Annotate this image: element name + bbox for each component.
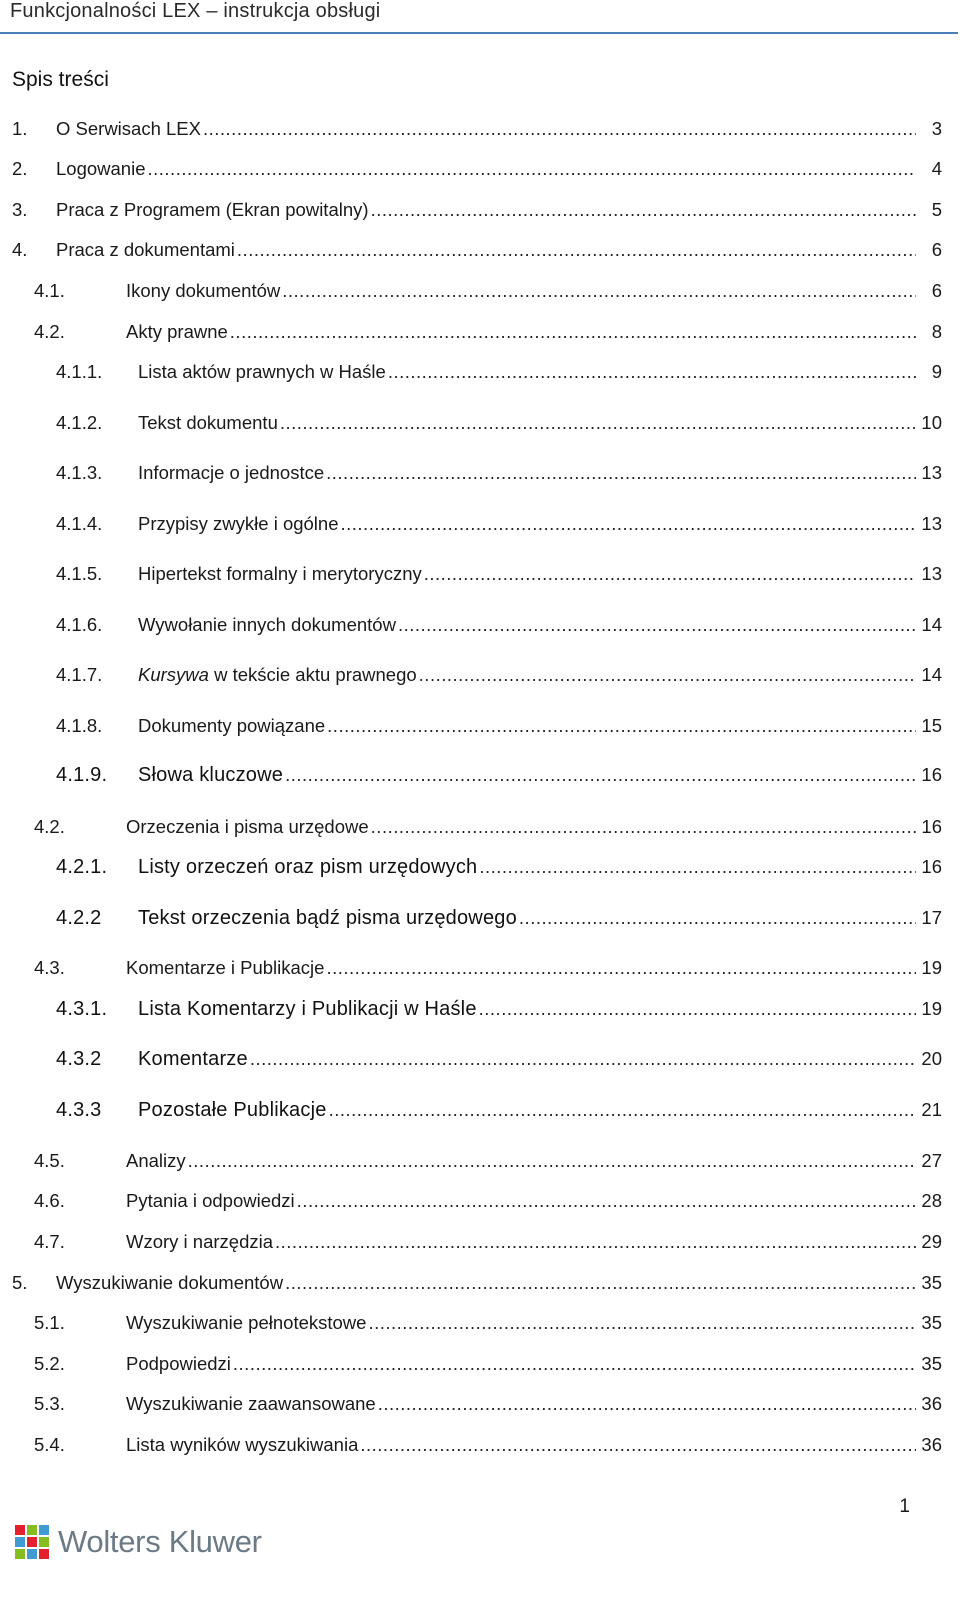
dot-leader	[327, 715, 916, 737]
toc-entry-page: 6	[931, 239, 942, 260]
toc-entry[interactable]	[12, 764, 942, 792]
toc-entry[interactable]	[12, 1099, 942, 1127]
toc-entry[interactable]	[12, 1353, 942, 1381]
toc-heading: Spis treści	[12, 68, 109, 91]
toc-entry-page: 29	[921, 1231, 942, 1252]
toc-entry-number: 5.1.	[34, 1312, 65, 1333]
toc-entry-title: Akty prawne	[126, 321, 228, 342]
toc-entry-number: 4.1.4.	[56, 513, 103, 534]
toc-entry-title: Lista aktów prawnych w Haśle	[138, 361, 386, 382]
toc-entry-number: 5.4.	[34, 1434, 65, 1455]
toc-entry-title: Wyszukiwanie zaawansowane	[126, 1393, 376, 1414]
toc-entry-number: 4.6.	[34, 1190, 65, 1211]
toc-entry-page: 19	[921, 998, 942, 1019]
toc-entry[interactable]	[12, 1434, 942, 1462]
page-number: 1	[899, 1496, 910, 1517]
dot-leader	[398, 614, 916, 636]
toc-entry[interactable]	[12, 118, 942, 146]
dot-leader	[282, 280, 916, 302]
toc-entry[interactable]	[12, 158, 942, 186]
toc-entry-title: Słowa kluczowe	[138, 764, 284, 786]
toc-entry[interactable]	[12, 1150, 942, 1178]
toc-entry-title: Podpowiedzi	[126, 1353, 231, 1374]
toc-entry[interactable]	[12, 1312, 942, 1340]
dot-leader	[329, 1099, 916, 1121]
toc-entry-number: 4.1.9.	[56, 764, 108, 786]
toc-entry-title: Tekst dokumentu	[138, 412, 278, 433]
toc-entry-number: 4.1.7.	[56, 664, 103, 685]
toc-entry-page: 35	[921, 1272, 942, 1293]
dot-leader	[280, 412, 916, 434]
toc-entry-page: 4	[931, 158, 942, 179]
toc-entry-page: 16	[921, 764, 942, 785]
toc-entry-page: 6	[931, 280, 942, 301]
toc-entry-page: 13	[921, 513, 942, 534]
dot-leader	[326, 462, 916, 484]
toc-entry-title: Ikony dokumentów	[126, 280, 281, 301]
toc-entry-title: Listy orzeczeń oraz pism urzędowych	[138, 856, 478, 878]
toc-entry[interactable]	[12, 1231, 942, 1259]
toc-entry-page: 27	[921, 1150, 942, 1171]
toc-entry-number: 4.7.	[34, 1231, 65, 1252]
toc-entry-number: 4.2.	[34, 321, 65, 342]
toc-entry-title: Pytania i odpowiedzi	[126, 1190, 295, 1211]
toc-entry-title: Wyszukiwanie pełnotekstowe	[126, 1312, 367, 1333]
dot-leader	[297, 1190, 916, 1212]
toc-entry-number: 4.2.2	[56, 907, 102, 929]
toc-entry-number: 4.3.	[34, 957, 65, 978]
toc-entry[interactable]	[12, 664, 942, 692]
toc-entry-page: 15	[921, 715, 942, 736]
dot-leader	[368, 1312, 916, 1334]
toc-entry[interactable]	[12, 1048, 942, 1076]
toc-entry[interactable]	[12, 513, 942, 541]
toc-entry-page: 10	[921, 412, 942, 433]
toc-entry-page: 13	[921, 563, 942, 584]
document-header-title: Funkcjonalności LEX – instrukcja obsługi	[10, 0, 381, 22]
toc-entry-title: Komentarze i Publikacje	[126, 957, 325, 978]
toc-entry-number: 1.	[12, 118, 28, 139]
toc-entry-number: 4.3.3	[56, 1099, 102, 1121]
toc-entry[interactable]	[12, 907, 942, 935]
toc-entry-title: Praca z Programem (Ekran powitalny)	[56, 199, 369, 220]
toc-entry-page: 36	[921, 1434, 942, 1455]
toc-entry-number: 4.1.3.	[56, 462, 103, 483]
toc-entry[interactable]	[12, 715, 942, 743]
toc-entry[interactable]	[12, 280, 942, 308]
toc-entry-number: 4.3.1.	[56, 998, 108, 1020]
dot-leader	[188, 1150, 916, 1172]
toc-entry-number: 4.1.1.	[56, 361, 103, 382]
toc-entry-page: 16	[921, 856, 942, 877]
dot-leader	[203, 118, 916, 140]
toc-entry[interactable]	[12, 998, 942, 1026]
logo-text: Wolters Kluwer	[58, 1524, 262, 1559]
toc-entry-title: Hipertekst formalny i merytoryczny	[138, 563, 422, 584]
toc-entry-number: 5.2.	[34, 1353, 65, 1374]
toc-entry-page: 19	[921, 957, 942, 978]
toc-entry-page: 28	[921, 1190, 942, 1211]
dot-leader	[479, 998, 916, 1020]
toc-entry-number: 4.5.	[34, 1150, 65, 1171]
toc-entry-page: 5	[931, 199, 942, 220]
toc-entry-title: Wywołanie innych dokumentów	[138, 614, 396, 635]
toc-entry-number: 3.	[12, 199, 28, 220]
dot-leader	[341, 513, 917, 535]
toc-entry-number: 4.2.1.	[56, 856, 108, 878]
toc-entry-title: Logowanie	[56, 158, 146, 179]
toc-entry[interactable]	[12, 412, 942, 440]
dot-leader	[233, 1353, 916, 1375]
toc-entry-title: Wyszukiwanie dokumentów	[56, 1272, 284, 1293]
dot-leader	[424, 563, 916, 585]
dot-leader	[237, 239, 916, 261]
toc-entry-number: 4.2.	[34, 816, 65, 837]
header-divider	[0, 32, 958, 34]
toc-entry-number: 2.	[12, 158, 28, 179]
toc-entry-number: 4.	[12, 239, 28, 260]
toc-entry-page: 20	[921, 1048, 942, 1069]
dot-leader	[419, 664, 916, 686]
toc-entry[interactable]	[12, 1190, 942, 1218]
toc-entry[interactable]	[12, 856, 942, 884]
dot-leader	[230, 321, 916, 343]
wolters-kluwer-logo	[12, 1520, 262, 1564]
toc-entry-number: 5.	[12, 1272, 28, 1293]
toc-entry-page: 14	[921, 614, 942, 635]
toc-entry[interactable]	[12, 321, 942, 349]
logo-mark-icon	[12, 1522, 52, 1562]
toc-entry-number: 4.1.5.	[56, 563, 103, 584]
toc-entry-page: 3	[931, 118, 942, 139]
toc-entry-title-rest: w tekście aktu prawnego	[208, 664, 417, 685]
toc-entry-page: 21	[921, 1099, 942, 1120]
toc-entry-title: Analizy	[126, 1150, 186, 1171]
toc-entry[interactable]	[12, 199, 942, 227]
dot-leader	[326, 957, 916, 979]
toc-entry-title-italic: Kursywa	[138, 664, 209, 685]
toc-entry-number: 5.3.	[34, 1393, 65, 1414]
toc-entry-page: 35	[921, 1312, 942, 1333]
toc-entry-title	[138, 664, 417, 686]
toc-entry[interactable]	[12, 462, 942, 490]
toc-entry[interactable]	[12, 361, 942, 389]
toc-entry-title: Komentarze	[138, 1048, 248, 1070]
dot-leader	[148, 158, 917, 180]
toc-entry-title: Orzeczenia i pisma urzędowe	[126, 816, 369, 837]
toc-entry-number: 4.1.	[34, 280, 65, 301]
toc-entry-title: Dokumenty powiązane	[138, 715, 326, 736]
toc-entry-title: Wzory i narzędzia	[126, 1231, 274, 1252]
toc-entry[interactable]	[12, 614, 942, 642]
toc-entry[interactable]	[12, 816, 942, 844]
toc-entry-title: Lista Komentarzy i Publikacji w Haśle	[138, 998, 477, 1020]
dot-leader	[378, 1393, 916, 1415]
toc-entry[interactable]	[12, 563, 942, 591]
toc-entry-number: 4.1.6.	[56, 614, 103, 635]
dot-leader	[371, 199, 916, 221]
toc-entry-number: 4.1.8.	[56, 715, 103, 736]
toc-entry-page: 13	[921, 462, 942, 483]
toc-entry-page: 36	[921, 1393, 942, 1414]
toc-entry-title: Pozostałe Publikacje	[138, 1099, 327, 1121]
dot-leader	[360, 1434, 916, 1456]
toc-entry-page: 14	[921, 664, 942, 685]
dot-leader	[250, 1048, 916, 1070]
dot-leader	[275, 1231, 916, 1253]
toc-entry-page: 35	[921, 1353, 942, 1374]
toc-entry-title: Przypisy zwykłe i ogólne	[138, 513, 339, 534]
toc-entry[interactable]	[12, 957, 942, 985]
toc-entry-title: Informacje o jednostce	[138, 462, 325, 483]
dot-leader	[519, 907, 916, 929]
toc-entry-page: 9	[931, 361, 942, 382]
toc-entry[interactable]	[12, 1393, 942, 1421]
dot-leader	[285, 1272, 916, 1294]
toc-entry-number: 4.1.2.	[56, 412, 103, 433]
toc-entry-number: 4.3.2	[56, 1048, 102, 1070]
dot-leader	[388, 361, 916, 383]
toc-entry[interactable]	[12, 1272, 942, 1300]
toc-entry[interactable]	[12, 239, 942, 267]
toc-entry-page: 8	[931, 321, 942, 342]
toc-entry-title: Lista wyników wyszukiwania	[126, 1434, 359, 1455]
dot-leader	[371, 816, 916, 838]
toc-entry-title: O Serwisach LEX	[56, 118, 201, 139]
dot-leader	[285, 764, 916, 786]
toc-entry-page: 17	[921, 907, 942, 928]
toc-entry-title: Tekst orzeczenia bądź pisma urzędowego	[138, 907, 517, 929]
toc-entry-page: 16	[921, 816, 942, 837]
toc-entry-title: Praca z dokumentami	[56, 239, 235, 260]
dot-leader	[479, 856, 916, 878]
